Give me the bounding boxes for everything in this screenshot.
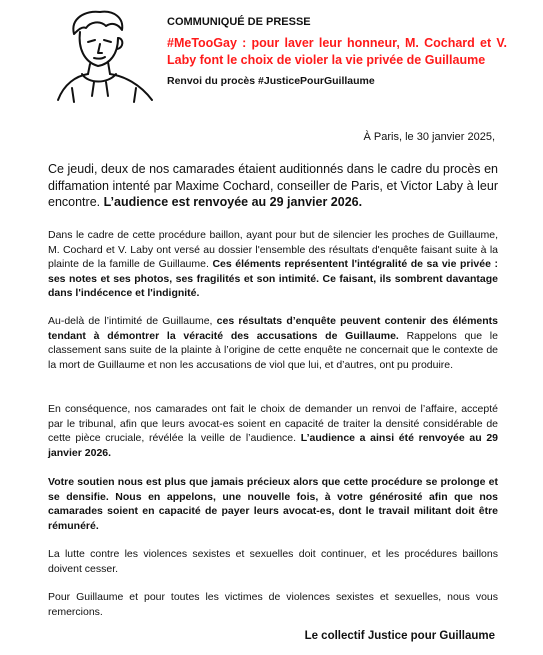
paragraph-2: Au-delà de l’intimité de Guillaume, ces résultats d’enquête peuvent contenir des éléments tendant à démontrer la véracité des accusations de Guillaume. Rappelons que le classement sans suite de la plainte à l’origine de cette enquête ne concernait que le contexte de la mort de Guillaume et non les accusations de viol que lui, et d’autres, ont pu produire.	[48, 315, 499, 371]
lead-paragraph: Ce jeudi, deux de nos camarades étaient auditionnés dans le cadre du procès en diffamation intenté par Maxime Cochard, conseiller de Paris, et Victor Laby à leur encontre. L’audience est renvoyée au 29 janvier 2026.	[48, 162, 498, 209]
headline: #MeTooGay : pour laver leur honneur, M. Cochard et V. Laby font le choix de violer la vie privée de Guillaume	[167, 36, 507, 67]
paragraph-5: La lutte contre les violences sexistes et sexuelles doit continuer, et les procédures baillons doivent cesser.	[48, 548, 498, 575]
paragraph-6: Pour Guillaume et pour toutes les victimes de violences sexistes et sexuelles, nous vous remercions.	[48, 591, 498, 618]
header	[167, 16, 507, 88]
paragraph-3: En conséquence, nos camarades ont fait le choix de demander un renvoi de l’affaire, accepté par le tribunal, afin que leurs avocat-es soient en capacité de traiter la densité considérable de cette pièce cruciale, révélée la veille de l’audience. L’audience a ainsi été renvoyée au 29 janvier 2026.	[48, 403, 498, 459]
press-release-kicker: COMMUNIQUÉ DE PRESSE	[167, 16, 311, 28]
paragraph-4: Votre soutien nous est plus que jamais précieux alors que cette procédure se prolonge et se densifie. Nous en appelons, une nouvelle fois, à votre générosité afin que nos camarades soient en capacité de payer leurs avocat-es, dont le travail militant doit être rémunéré.	[48, 476, 498, 532]
subheadline: Renvoi du procès #JusticePourGuillaume	[167, 75, 375, 87]
dateline: À Paris, le 30 janvier 2025,	[363, 131, 495, 143]
portrait-illustration	[52, 4, 160, 104]
signature: Le collectif Justice pour Guillaume	[304, 630, 495, 642]
paragraph-1: Dans le cadre de cette procédure baillon, ayant pour but de silencier les proches de Guillaume, M. Cochard et V. Laby ont versé au dossier l'ensemble des résultats d'enquête faisant suite à la plainte de la famille de Guillaume. Ces éléments représentent l'intégralité de sa vie privée : ses notes et ses photos, ses fragilités et son intimité. Ce faisant, ils sombrent davantage dans l'indécence et l'indignité.	[48, 229, 498, 300]
